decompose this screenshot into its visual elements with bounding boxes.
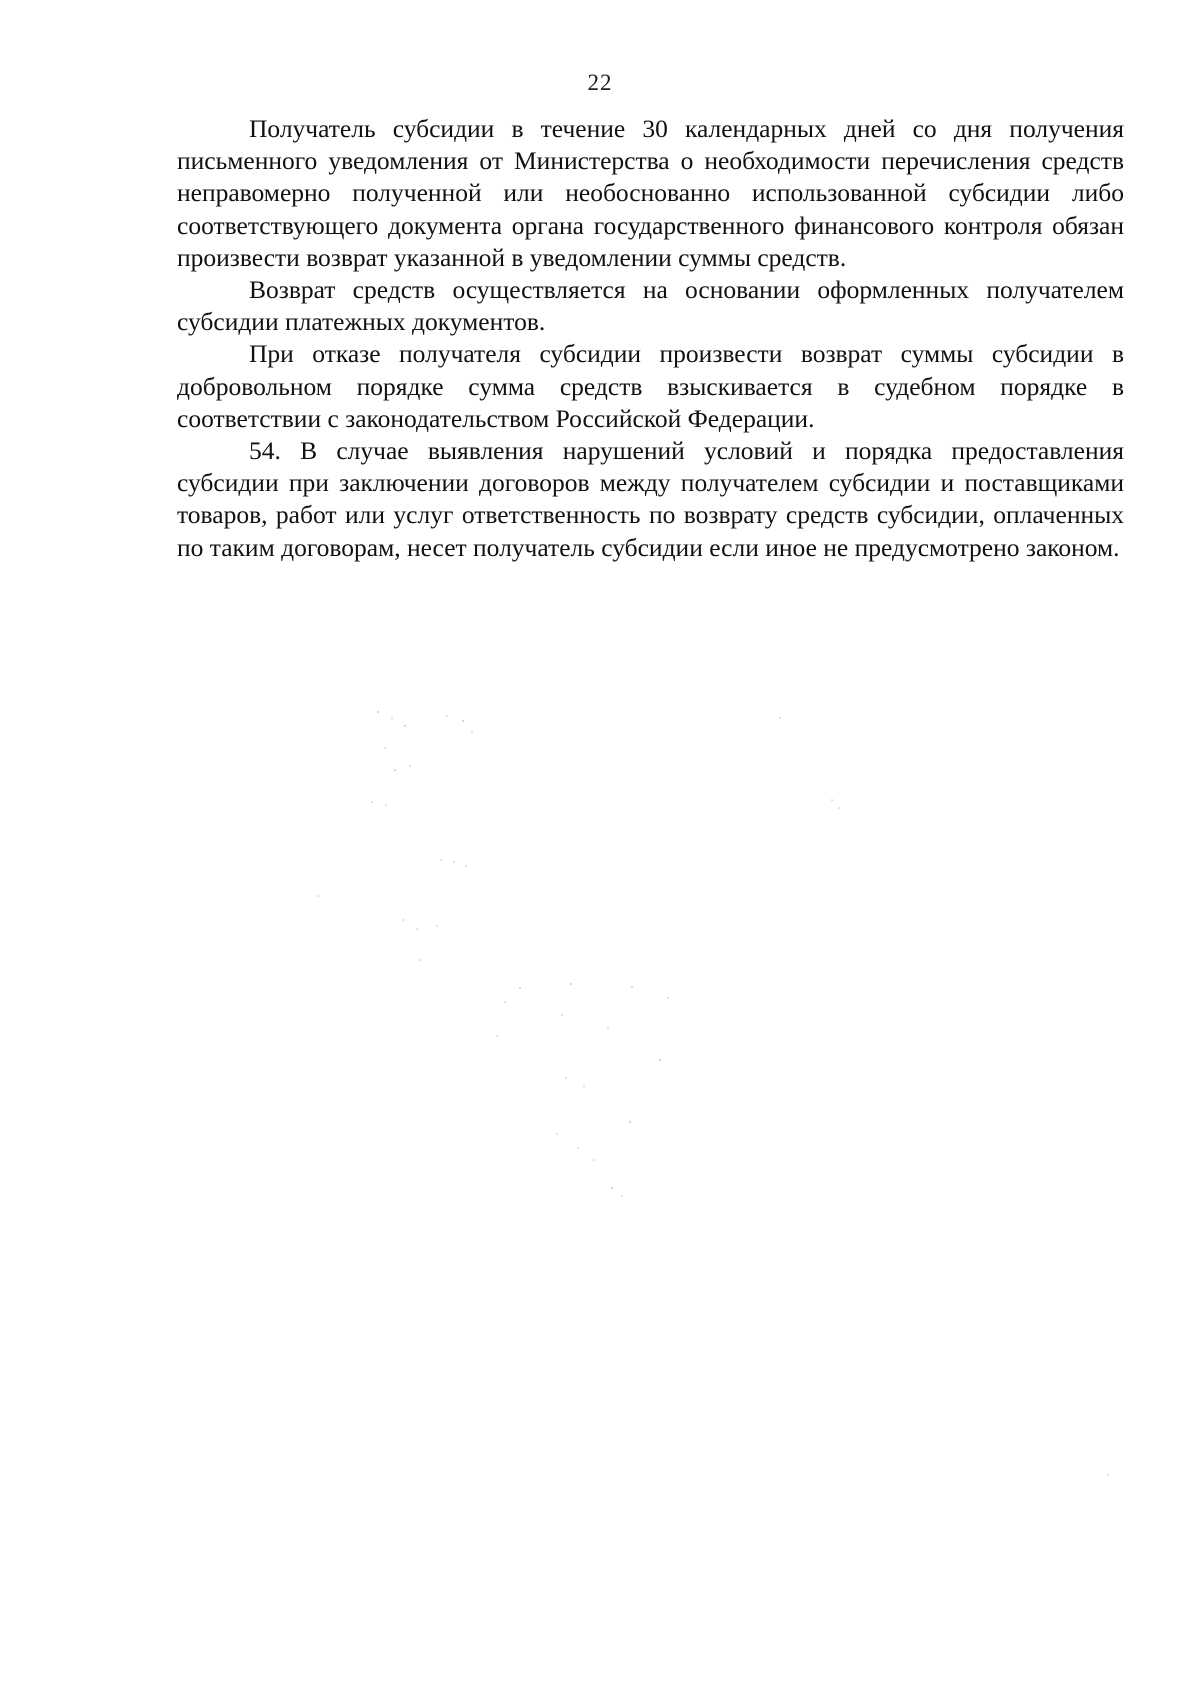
paragraph-refund-deadline: Получатель субсидии в течение 30 календарных дней со дня получения письменного уведомления от Министерства о необходимости перечисления средств неправомерно полученной или необоснованно использованной субсидии либо соответствующего документа органа государственного финансового контроля обязан произвести возврат указанной в уведомлении суммы средств. bbox=[177, 114, 1124, 272]
paragraph-refund-basis: Возврат средств осуществляется на основании оформленных получателем субсидии платежных документов. bbox=[177, 275, 1124, 337]
document-body bbox=[177, 113, 1124, 564]
paragraph-clause-54: 54. В случае выявления нарушений условий и порядка предоставления субсидии при заключении договоров между получателем субсидии и поставщиками товаров, работ или услуг ответственность по возврату средств субсидии, оплаченных по таким договорам, несет получатель субсидии если иное не предусмотрено законом. bbox=[177, 436, 1124, 562]
paragraph-refusal-court: При отказе получателя субсидии произвести возврат суммы субсидии в добровольном порядке сумма средств взыскивается в судебном порядке в соответствии с законодательством Российской Федерации. bbox=[177, 339, 1124, 433]
page-number: 22 bbox=[587, 70, 613, 95]
